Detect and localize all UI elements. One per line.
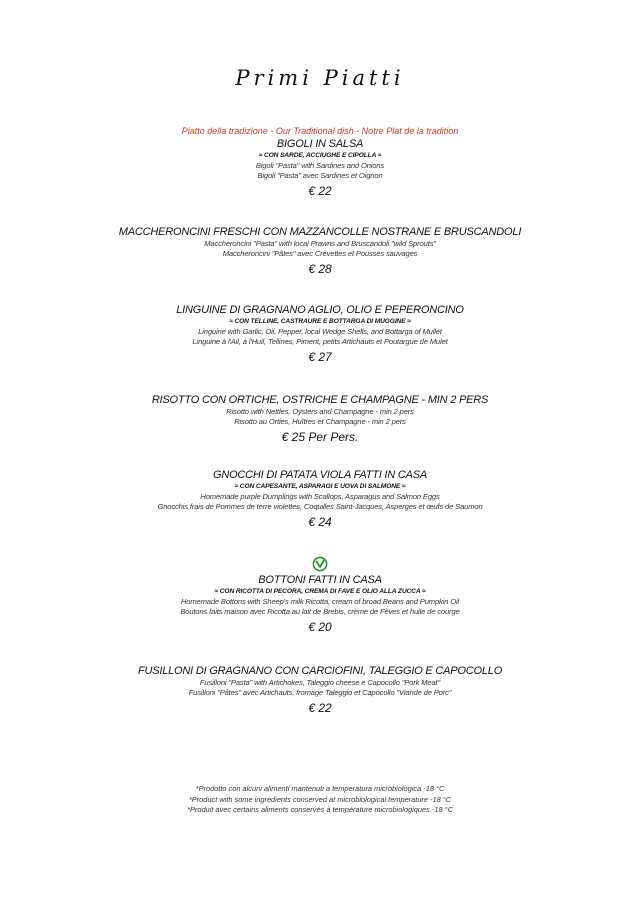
dish-description-fr: Boutons faits maison avec Ricotta au lait de Brebis, crème de Fèves et huile de courge <box>180 607 460 616</box>
dish-name: RISOTTO CON ORTICHE, OSTRICHE E CHAMPAGNE - MIN 2 PERS <box>151 394 489 406</box>
dish-name: LINGUINE DI GRAGNANO AGLIO, OLIO E PEPERONCINO <box>176 304 464 316</box>
dish-description-en: Homemade purple Dumplings with Scallops, Asparagus and Salmon Eggs <box>200 492 440 501</box>
dish-description-fr: Fusilloni "Pâtes" avec Artichauts, fromage Taleggio et Capocollo "Viande de Porc" <box>188 688 452 697</box>
dish-name: GNOCCHI DI PATATA VIOLA FATTI IN CASA <box>212 469 428 481</box>
menu-item-fusilloni <box>0 664 640 716</box>
footnote-en: *Product with some ingredients conserved at microbiological temperature -18 °C <box>188 794 452 804</box>
dish-name: BIGOLI IN SALSA <box>276 138 364 150</box>
dish-description-en: Homemade Bottons with Sheep's milk Ricotta, cream of broad Beans and Pumpkin Oil <box>180 597 460 606</box>
dish-description-en: Fusilloni "Pasta" with Artichokes, Taleggio cheese e Capocollo "Pork Meat" <box>199 678 441 687</box>
footnote-fr: *Produit avec certains aliments conservés à température microbiologiques -18 °C <box>187 805 453 814</box>
dish-description-en: Risotto with Nettles, Oysters and Champagne - min 2 pers <box>226 407 414 416</box>
dish-subtitle: ≈ CON SARDE, ACCIUGHE E CIPOLLA ≈ <box>258 152 382 159</box>
dish-price: € 27 <box>308 350 332 364</box>
dish-description-fr: Maccheroncini "Pâtes" avec Crevettes et Pousses sauvages <box>222 249 418 258</box>
dish-price: € 28 <box>308 262 332 276</box>
dish-subtitle: ≈ CON RICOTTA DI PECORA, CREMA DI FAVE E OLIO ALLA ZUCCA ≈ <box>214 588 426 595</box>
dish-price: € 24 <box>308 515 332 529</box>
dish-description-fr: Gnocchis frais de Pommes de terre violettes, Coquilles Saint-Jacques, Asperges et œufs de Saumon <box>157 502 483 511</box>
footnote-it: *Prodotto con alcuni alimenti mantenuti a temperatura microbiologica -18 °C <box>195 784 445 793</box>
menu-item-maccheroncini <box>0 225 640 277</box>
dish-description-en: Linguine with Garlic, Oil, Pepper, local Wedge Shells, and Bottarga of Mullet <box>198 327 442 336</box>
menu-item-bigoli <box>0 125 640 199</box>
menu-item-gnocchi <box>0 468 640 530</box>
footnote <box>0 784 640 816</box>
dish-description-en: Maccheroncini "Pasta" with local Prawns and Bruscandoli "wild Sprouts" <box>204 239 436 248</box>
dish-name: MACCHERONCINI FRESCHI CON MAZZANCOLLE NOSTRANE E BRUSCANDOLI <box>118 226 522 238</box>
dish-price: € 20 <box>308 620 332 634</box>
menu-item-linguine <box>0 303 640 365</box>
dish-price: € 22 <box>308 184 332 198</box>
dish-name: BOTTONI FATTI IN CASA <box>258 574 382 586</box>
dish-description-fr: Linguine à l'Ail, à l'Huil, Tellines, Piment, petits Artichauts et Poutargue de Mulet <box>192 337 448 346</box>
dish-name: FUSILLONI DI GRAGNANO CON CARCIOFINI, TALEGGIO E CAPOCOLLO <box>137 665 503 677</box>
menu-item-bottoni <box>0 556 640 635</box>
dish-price: € 25 Per Pers. <box>281 430 359 444</box>
menu-item-risotto <box>0 393 640 445</box>
dish-subtitle: ≈ CON CAPESANTE, ASPARAGI E UOVA DI SALMONE ≈ <box>234 483 406 490</box>
veg-leaf-icon <box>312 556 328 572</box>
dish-description-en: Bigoli "Pasta" with Sardines and Onions <box>255 161 385 170</box>
dish-price: € 22 <box>308 701 332 715</box>
page-title: Primi Piatti <box>235 66 405 90</box>
dish-subtitle: ≈ CON TELLINE, CASTRAURE E BOTTARGA DI MUGGINE ≈ <box>229 318 411 325</box>
dish-description-fr: Bigoli "Pasta" avec Sardines et Oignon <box>257 171 383 180</box>
dish-description-fr: Risotto au Orties, Huîtres et Champagne - min 2 pers <box>234 417 406 426</box>
tradition-tagline: Piatto della tradizione - Our Traditional dish - Notre Plat de la tradition <box>181 126 459 136</box>
